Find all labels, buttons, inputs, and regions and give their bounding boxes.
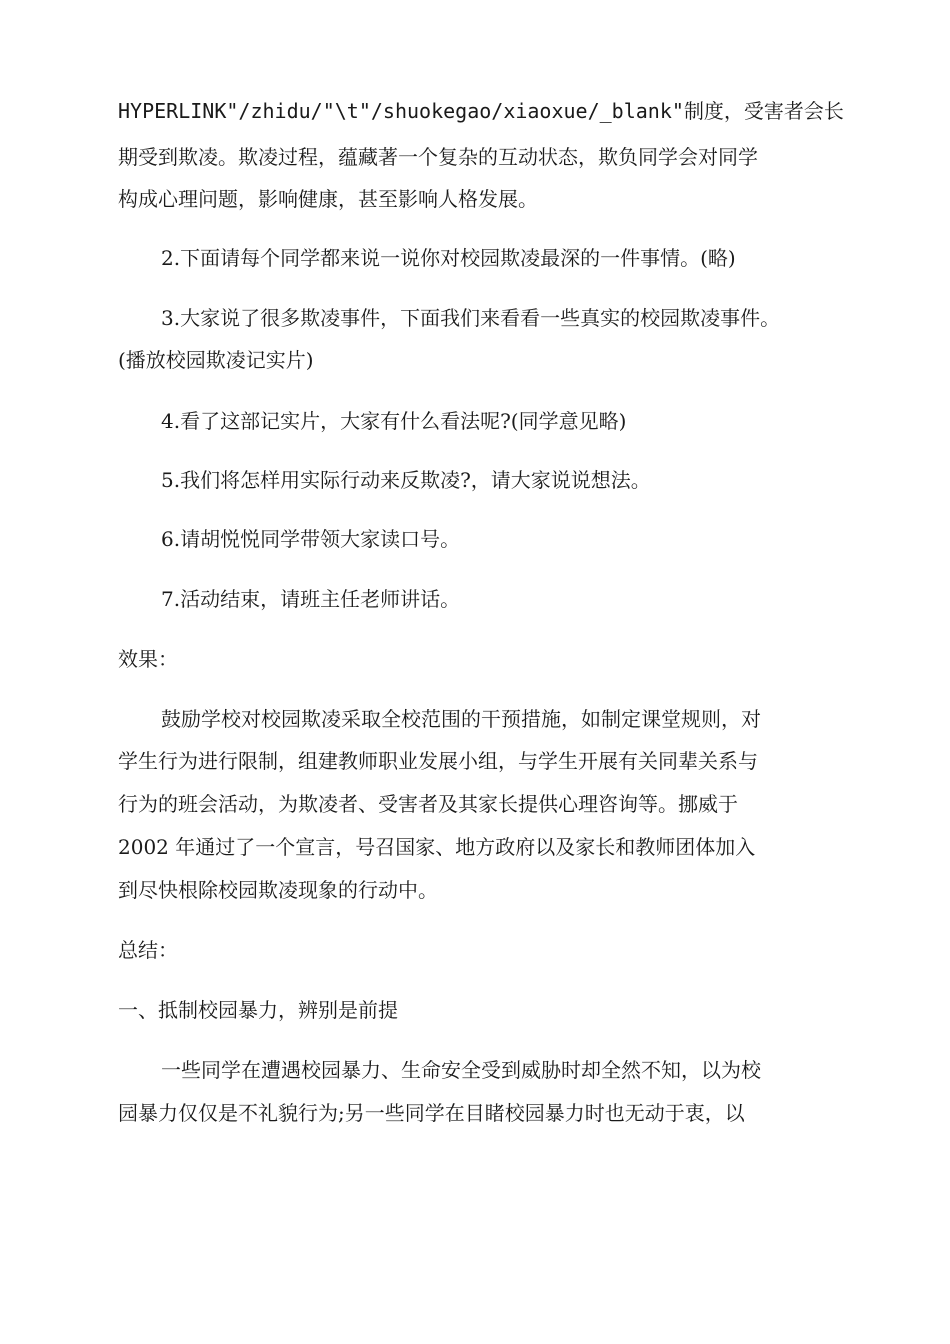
step-7: 7.活动结束，请班主任老师讲话。 — [161, 587, 461, 611]
effect-line: 2002 年通过了一个宣言，号召国家、地方政府以及家长和教师团体加入 — [118, 835, 756, 859]
summary-line: 园暴力仅仅是不礼貌行为;另一些同学在目睹校园暴力时也无动于衷，以 — [118, 1101, 745, 1125]
effect-line: 学生行为进行限制，组建教师职业发展小组，与学生开展有关同辈关系与 — [118, 749, 758, 773]
paragraph-line — [118, 98, 844, 124]
summary-heading: 总结： — [118, 938, 178, 962]
paragraph-line: 构成心理问题，影响健康，甚至影响人格发展。 — [118, 187, 538, 211]
effect-heading: 效果： — [118, 647, 178, 671]
step-6: 6.请胡悦悦同学带领大家读口号。 — [161, 527, 461, 551]
hyperlink-field-text: HYPERLINK"/zhidu/"\t"/shuokegao/xiaoxue/_blank" — [118, 99, 684, 123]
effect-line: 鼓励学校对校园欺凌采取全校范围的干预措施，如制定课堂规则，对 — [161, 707, 761, 731]
step-2: 2.下面请每个同学都来说一说你对校园欺凌最深的一件事情。(略) — [161, 246, 736, 270]
effect-line: 行为的班会活动，为欺凌者、受害者及其家长提供心理咨询等。挪威于 — [118, 792, 738, 816]
paragraph-text: 制度，受害者会长 — [683, 99, 844, 123]
effect-line: 到尽快根除校园欺凌现象的行动中。 — [118, 878, 438, 902]
summary-line: 一些同学在遭遇校园暴力、生命安全受到威胁时却全然不知，以为校 — [161, 1058, 761, 1082]
step-3: 3.大家说了很多欺凌事件，下面我们来看看一些真实的校园欺凌事件。 — [161, 306, 781, 330]
paragraph-line: 期受到欺凌。欺凌过程，蕴藏著一个复杂的互动状态，欺负同学会对同学 — [118, 145, 758, 169]
step-5: 5.我们将怎样用实际行动来反欺凌?，请大家说说想法。 — [161, 468, 651, 492]
step-4: 4.看了这部记实片，大家有什么看法呢?(同学意见略) — [161, 409, 627, 433]
summary-subheading: 一、抵制校园暴力，辨别是前提 — [118, 998, 398, 1022]
step-3-continuation: (播放校园欺凌记实片) — [118, 348, 314, 372]
